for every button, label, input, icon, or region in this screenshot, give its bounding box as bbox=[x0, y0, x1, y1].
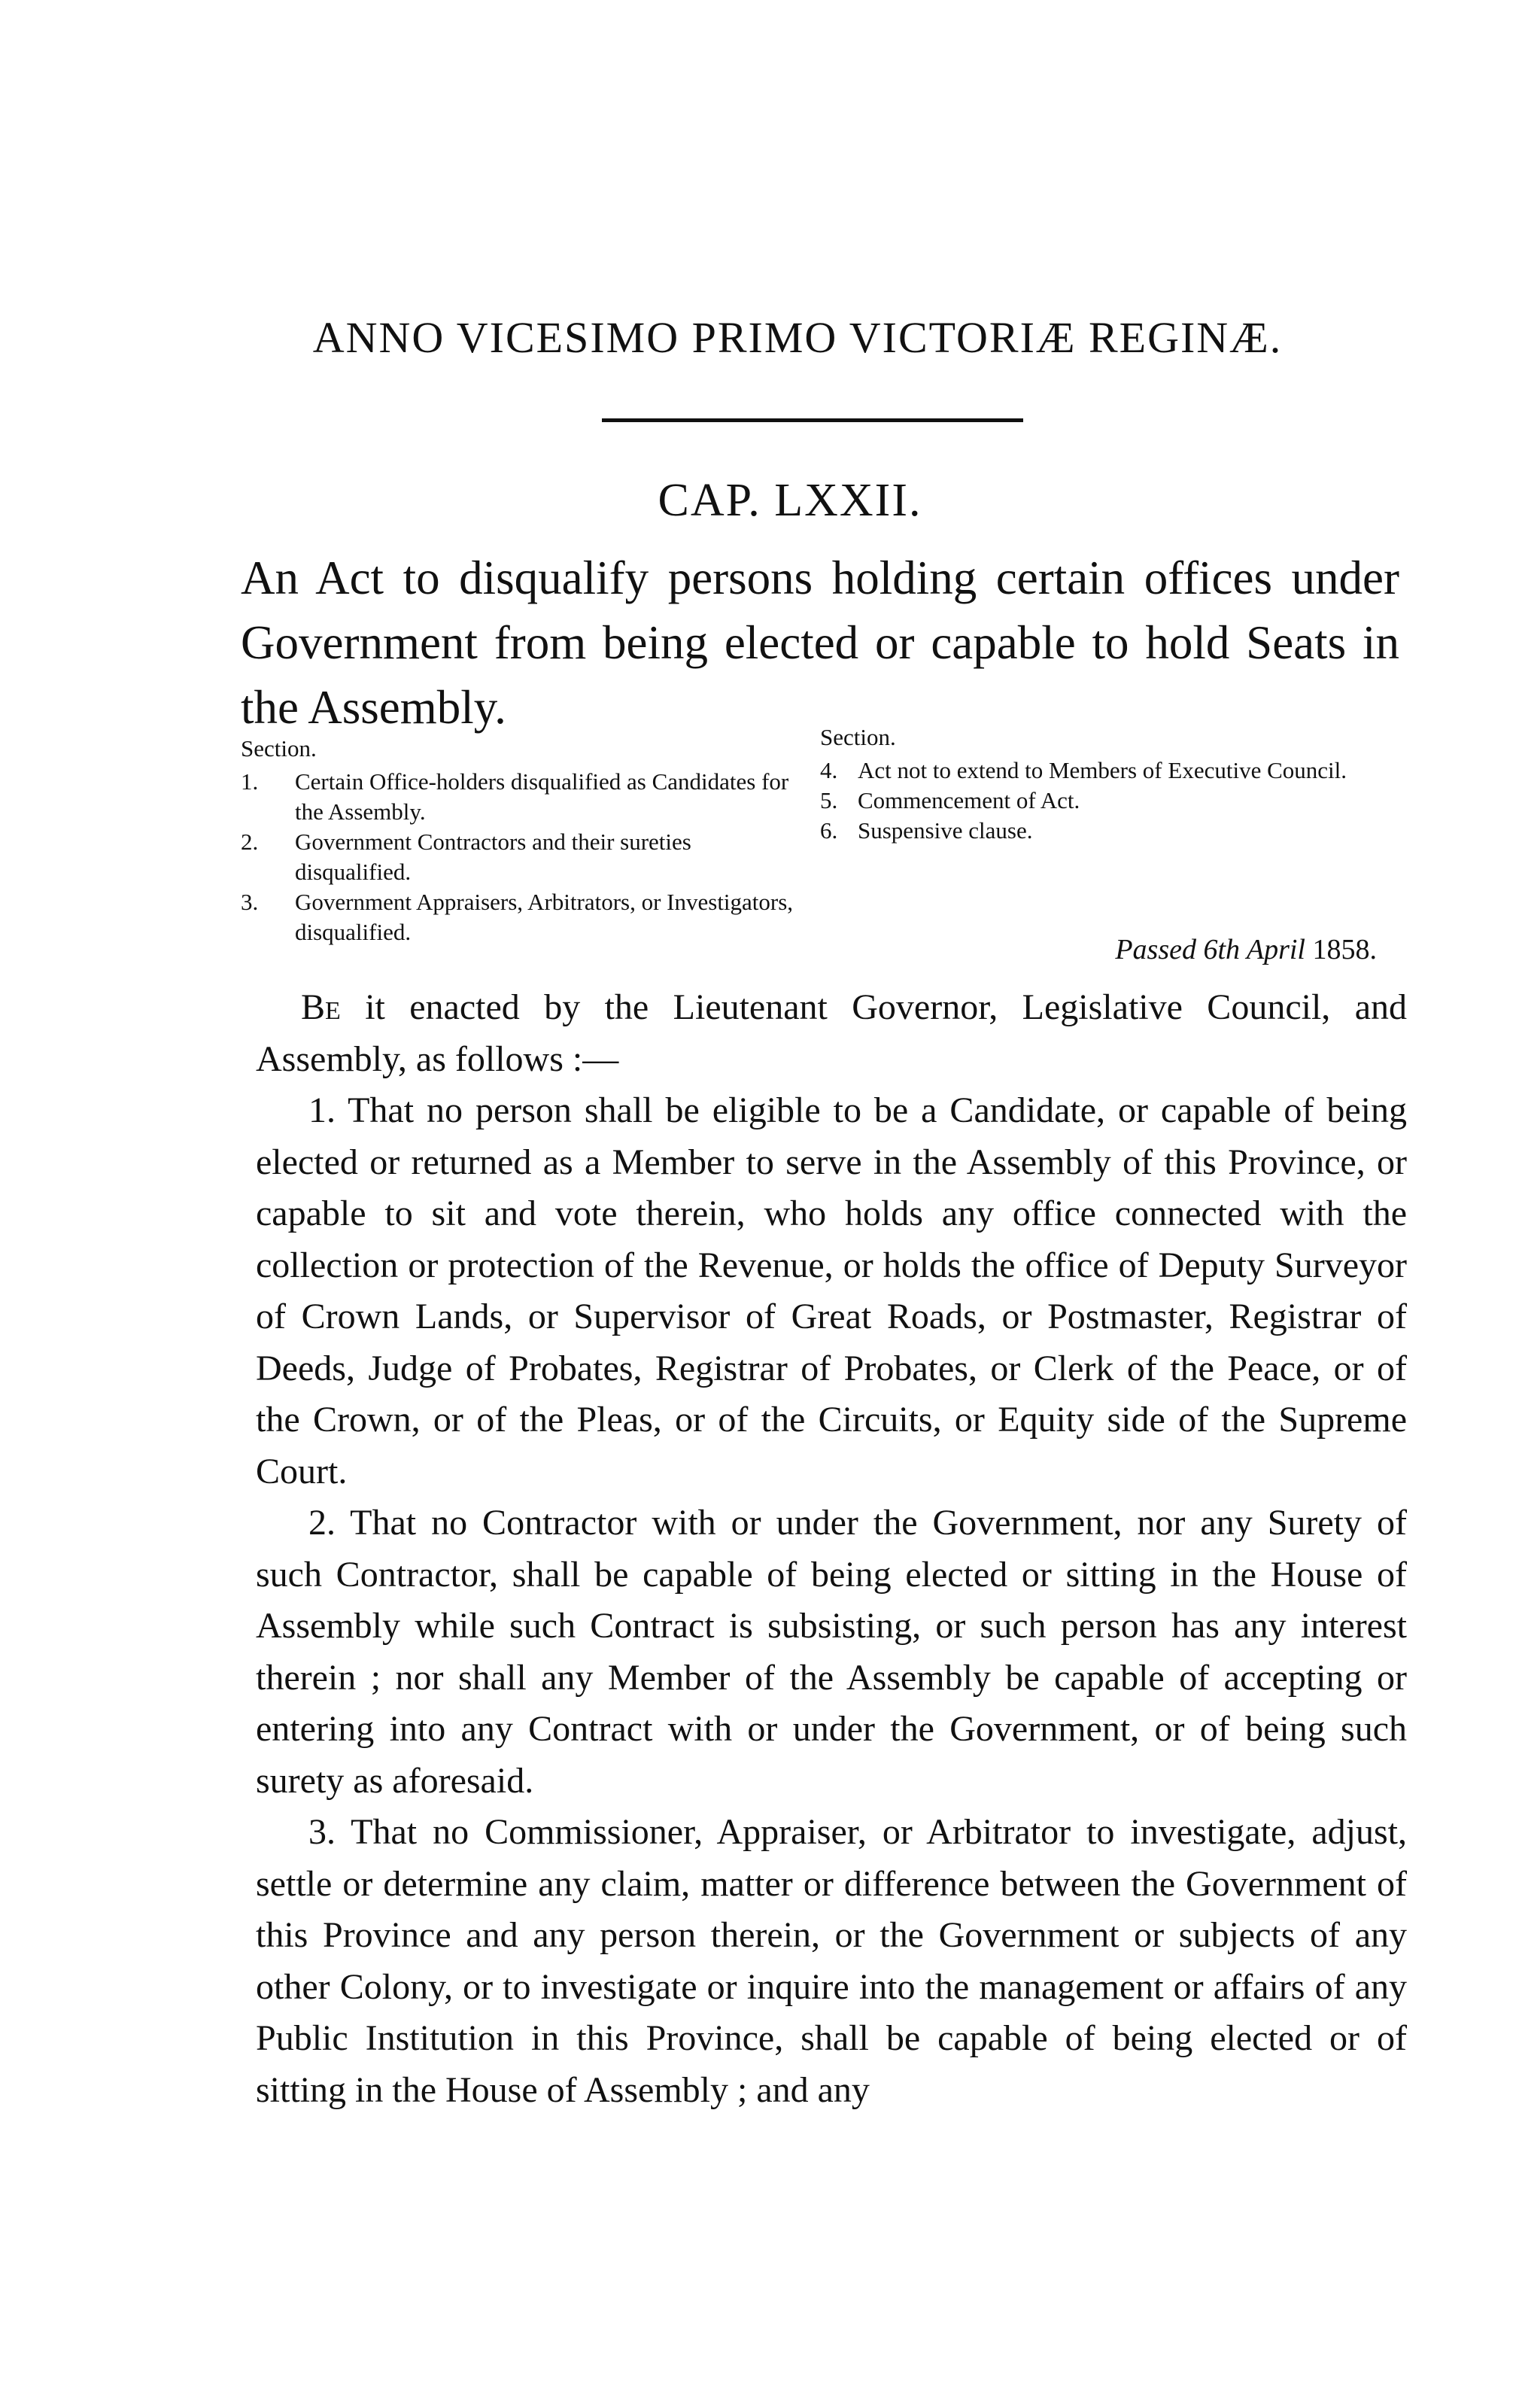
toc-item-number: 3. bbox=[241, 889, 259, 915]
section-3: 3. That no Commissioner, Appraiser, or Arbitrator to investigate, adjust, settle or determine any claim, matter or difference between the Government of this Province and any person therein, or the Government or subjects of any other Colony, or to investigate or inquire into the management or affairs of any Public Institution in this Province, shall be capable of being elected or of sitting in the House of Assembly ; and any bbox=[256, 1812, 1407, 2110]
passed-month: April bbox=[1246, 934, 1305, 965]
passed-day: 6th bbox=[1203, 934, 1241, 965]
passed-label: Passed bbox=[1115, 934, 1196, 965]
toc-item-number: 4. bbox=[820, 757, 838, 783]
running-head: ANNO VICESIMO PRIMO VICTORIÆ REGINÆ. bbox=[312, 313, 1283, 362]
divider-rule bbox=[602, 418, 1023, 422]
toc-left-column bbox=[241, 734, 813, 947]
toc-item-text: Suspensive clause. bbox=[858, 817, 1033, 844]
toc-item-number: 2. bbox=[241, 829, 259, 855]
toc-item-text: Government Contractors and their sureties disqualified. bbox=[295, 829, 691, 885]
toc-right-header: Section. bbox=[820, 724, 896, 750]
toc-item bbox=[820, 816, 1407, 846]
passed-date bbox=[1001, 933, 1377, 966]
toc-item-number: 1. bbox=[241, 768, 259, 795]
toc-item bbox=[241, 827, 813, 887]
toc-left-header: Section. bbox=[241, 735, 317, 762]
section-1: 1. That no person shall be eligible to be a Candidate, or capable of being elected or returned as a Member to serve in the Assembly of this Province, or capable to sit and vote therein, who holds any office connected with the collection or protection of the Revenue, or holds the office of Deputy Surveyor of Crown Lands, or Supervisor of Great Roads, or Postmaster, Registrar of Deeds, Judge of Probates, Registrar of Probates, or Clerk of the Peace, or of the Crown, or of the Pleas, or of the Circuits, or Equity side of the Supreme Court. bbox=[256, 1090, 1407, 1491]
chapter-heading: CAP. LXXII. bbox=[658, 475, 922, 526]
toc-item-number: 5. bbox=[820, 787, 838, 813]
toc-item bbox=[820, 786, 1407, 816]
toc-right-column bbox=[820, 722, 1407, 846]
enacting-clause bbox=[256, 982, 1407, 1085]
act-title: An Act to disqualify persons holding certain offices under Government from being elected or capable to hold Seats in the Assembly. bbox=[241, 552, 1399, 734]
toc-item-text: Government Appraisers, Arbitrators, or Investigators, disqualified. bbox=[295, 889, 794, 945]
enacting-clause-lead: Be bbox=[301, 987, 341, 1027]
toc-item-text: Commencement of Act. bbox=[858, 787, 1080, 813]
passed-year: 1858. bbox=[1312, 934, 1377, 965]
toc-item bbox=[241, 767, 813, 827]
section-2: 2. That no Contractor with or under the Government, nor any Surety of such Contractor, shall be capable of being elected or sitting in the House of Assembly while such Contract is subsisting, or such person has any interest therein ; nor shall any Member of the Assembly be capable of accepting or entering into any Contract with or under the Government, or of being such surety as aforesaid. bbox=[256, 1503, 1407, 1801]
act-body bbox=[256, 982, 1407, 2116]
toc-item bbox=[820, 756, 1407, 786]
enacting-clause-text: it enacted by the Lieutenant Governor, Legislative Council, and Assembly, as follows :— bbox=[256, 987, 1407, 1079]
toc-item-number: 6. bbox=[820, 817, 838, 844]
toc-item bbox=[241, 887, 813, 947]
toc-item-text: Act not to extend to Members of Executive Council. bbox=[858, 757, 1347, 783]
toc-item-text: Certain Office-holders disqualified as Candidates for the Assembly. bbox=[295, 768, 789, 825]
